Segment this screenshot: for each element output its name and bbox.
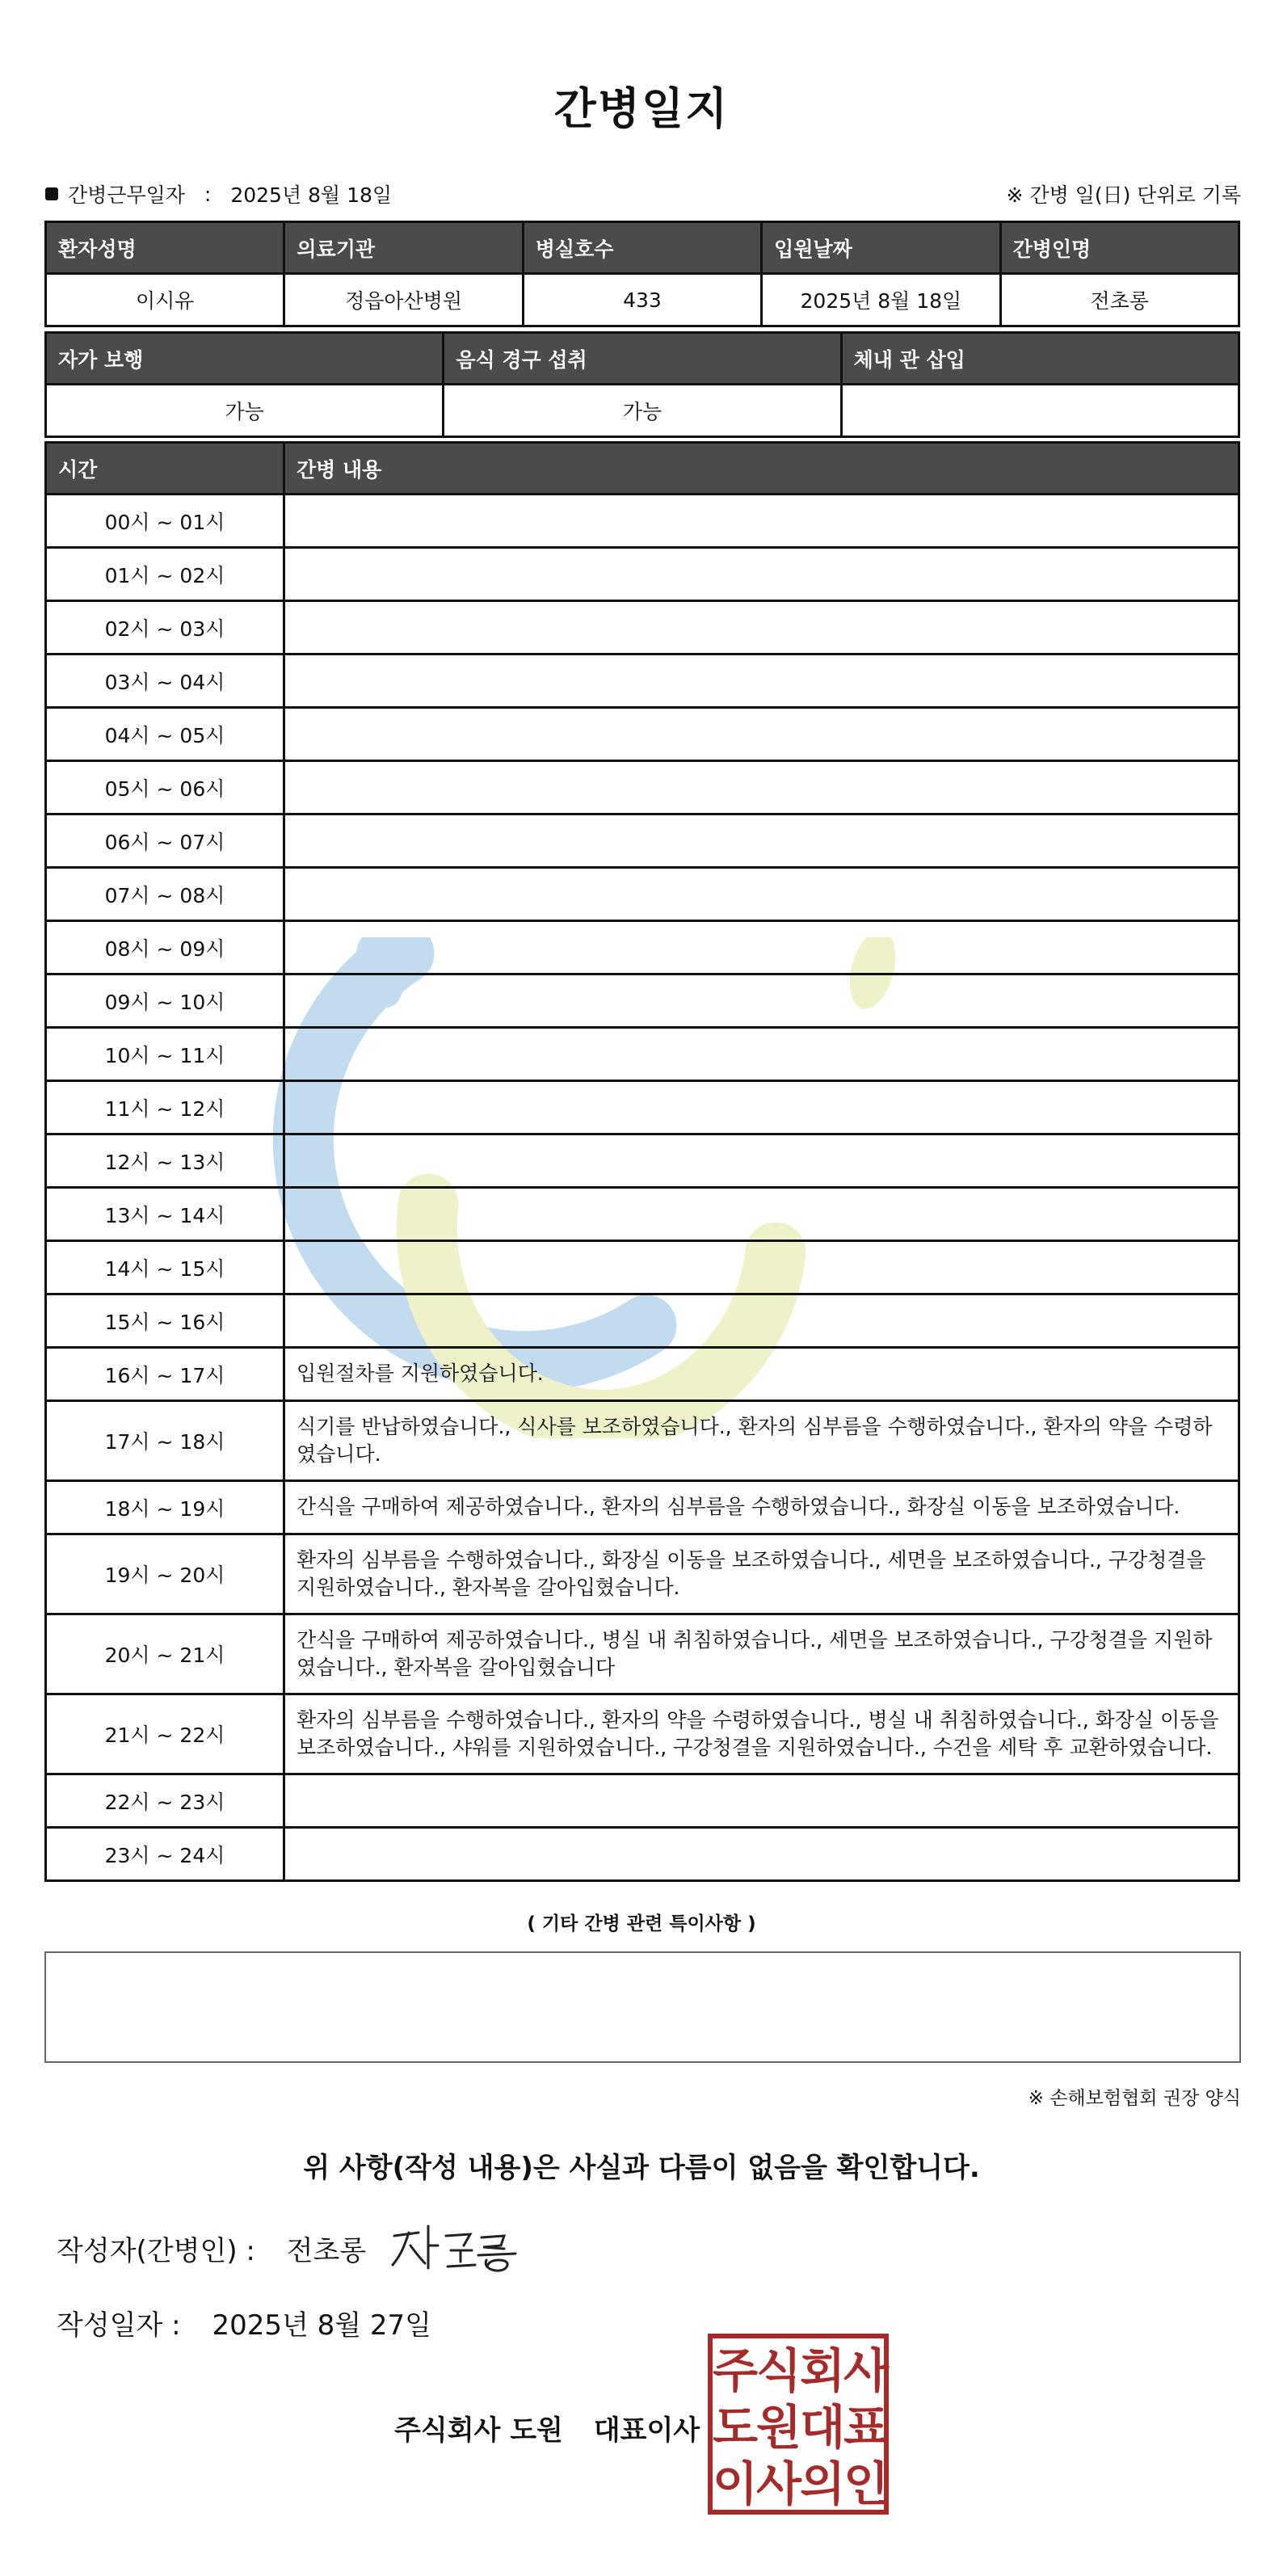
content-cell <box>284 1081 1239 1134</box>
time-cell: 00시 ~ 01시 <box>46 495 284 548</box>
writer-line <box>57 2229 366 2268</box>
company-title: 대표이사 <box>593 2414 700 2447</box>
hospital-value: 정읍아산병원 <box>284 274 523 326</box>
table-row <box>46 1081 1239 1134</box>
header-caregiver-name: 간병인명 <box>1000 222 1239 274</box>
handwritten-signature <box>386 2218 532 2279</box>
company-line <box>394 2408 700 2448</box>
time-cell: 18시 ~ 19시 <box>46 1481 284 1534</box>
time-cell: 17시 ~ 18시 <box>46 1401 284 1481</box>
content-cell <box>284 1241 1239 1294</box>
company-name: 주식회사 도원 <box>394 2414 563 2447</box>
unit-note: ※ 간병 일(日) 단위로 기록 <box>1006 183 1241 207</box>
content-cell: 식기를 반납하였습니다., 식사를 보조하였습니다., 환자의 심부름을 수행하였습니다., 환자의 약을 수령하였습니다. <box>284 1401 1239 1481</box>
tube-insertion-value <box>841 385 1239 437</box>
table-row <box>46 1294 1239 1348</box>
table-row <box>46 708 1239 761</box>
content-cell <box>284 1188 1239 1241</box>
time-cell: 20시 ~ 21시 <box>46 1614 284 1694</box>
content-cell <box>284 708 1239 761</box>
seal-char: 대 <box>800 2400 844 2455</box>
time-cell: 04시 ~ 05시 <box>46 708 284 761</box>
confirmation-statement: 위 사항(작성 내용)은 사실과 다름이 없음을 확인합니다. <box>303 2152 980 2184</box>
seal-char: 이 <box>713 2456 757 2511</box>
table-row <box>46 1614 1239 1694</box>
seal-char: 원 <box>756 2400 801 2455</box>
time-cell: 19시 ~ 20시 <box>46 1534 284 1614</box>
content-cell <box>284 1828 1239 1881</box>
association-note: ※ 손해보험협회 권장 양식 <box>1028 2088 1241 2109</box>
content-cell: 간식을 구매하여 제공하였습니다., 병실 내 취침하였습니다., 세면을 보조하였습니다., 구강청결을 지원하였습니다., 환자복을 갈아입혔습니다 <box>284 1614 1239 1694</box>
table-row <box>46 1774 1239 1828</box>
time-cell: 10시 ~ 11시 <box>46 1028 284 1081</box>
patient-info-header-row <box>46 222 1239 274</box>
table-row <box>46 1694 1239 1774</box>
writer-name: 전초롱 <box>286 2235 367 2267</box>
schedule-header-row <box>46 443 1239 495</box>
seal-char: 의 <box>800 2456 844 2511</box>
time-cell: 16시 ~ 17시 <box>46 1348 284 1401</box>
header-time: 시간 <box>46 443 284 495</box>
time-cell: 12시 ~ 13시 <box>46 1134 284 1188</box>
content-cell <box>284 974 1239 1028</box>
written-date-line <box>57 2303 431 2342</box>
status-header-row <box>46 333 1239 385</box>
content-cell <box>284 814 1239 868</box>
seal-char: 사 <box>843 2343 888 2398</box>
header-room-number: 병실호수 <box>523 222 761 274</box>
content-cell <box>284 655 1239 708</box>
time-cell: 13시 ~ 14시 <box>46 1188 284 1241</box>
content-cell <box>284 868 1239 921</box>
header-admission-date: 입원날짜 <box>762 222 1000 274</box>
table-row <box>46 921 1239 974</box>
table-row <box>46 1134 1239 1188</box>
content-cell <box>284 495 1239 548</box>
header-hospital: 의료기관 <box>284 222 523 274</box>
room-number-value: 433 <box>523 274 761 326</box>
care-schedule-table <box>44 441 1240 1882</box>
status-value-row <box>46 385 1239 437</box>
time-cell: 05시 ~ 06시 <box>46 761 284 814</box>
table-row <box>46 548 1239 601</box>
table-row <box>46 1348 1239 1401</box>
time-cell: 21시 ~ 22시 <box>46 1694 284 1774</box>
header-tube-insertion: 체내 관 삽입 <box>841 333 1239 385</box>
time-cell: 01시 ~ 02시 <box>46 548 284 601</box>
time-cell: 06시 ~ 07시 <box>46 814 284 868</box>
table-row <box>46 974 1239 1028</box>
self-walking-value: 가능 <box>46 385 444 437</box>
content-cell <box>284 1774 1239 1828</box>
content-cell: 환자의 심부름을 수행하였습니다., 화장실 이동을 보조하였습니다., 세면을 보조하였습니다., 구강청결을 지원하였습니다., 환자복을 갈아입혔습니다. <box>284 1534 1239 1614</box>
patient-info-value-row <box>46 274 1239 326</box>
company-seal-stamp <box>708 2334 889 2515</box>
seal-char: 사 <box>756 2456 801 2511</box>
time-cell: 02시 ~ 03시 <box>46 601 284 655</box>
seal-char: 주 <box>713 2343 757 2398</box>
table-row <box>46 495 1239 548</box>
content-cell <box>284 548 1239 601</box>
header-care-content: 간병 내용 <box>284 443 1239 495</box>
seal-row <box>713 2338 888 2398</box>
header-patient-name: 환자성명 <box>46 222 284 274</box>
patient-status-table <box>44 331 1240 438</box>
seal-char: 식 <box>756 2343 801 2398</box>
table-row <box>46 601 1239 655</box>
time-cell: 22시 ~ 23시 <box>46 1774 284 1828</box>
table-row <box>46 1828 1239 1881</box>
content-cell <box>284 761 1239 814</box>
table-row <box>46 1241 1239 1294</box>
content-cell <box>284 1294 1239 1348</box>
content-cell <box>284 601 1239 655</box>
table-row <box>46 814 1239 868</box>
table-row <box>46 1188 1239 1241</box>
content-cell: 간식을 구매하여 제공하였습니다., 환자의 심부름을 수행하였습니다., 화장실 이동을 보조하였습니다. <box>284 1481 1239 1534</box>
seal-row <box>713 2395 888 2455</box>
table-row <box>46 868 1239 921</box>
time-cell: 09시 ~ 10시 <box>46 974 284 1028</box>
work-date-label: 간병근무일자 <box>68 183 185 207</box>
table-row <box>46 655 1239 708</box>
seal-char: 도 <box>713 2400 757 2455</box>
remarks-box <box>44 1951 1241 2063</box>
writer-label: 작성자(간병인) : <box>57 2235 255 2267</box>
patient-name-value: 이시유 <box>46 274 284 326</box>
table-row <box>46 1401 1239 1481</box>
table-row <box>46 1481 1239 1534</box>
admission-date-value: 2025년 8월 18일 <box>762 274 1000 326</box>
content-cell: 환자의 심부름을 수행하였습니다., 환자의 약을 수령하였습니다., 병실 내 취침하였습니다., 화장실 이동을 보조하였습니다., 샤워를 지원하였습니다., 구강청결을 지원하였습니다., 수건을 세탁 후 교환하였습니다. <box>284 1694 1239 1774</box>
work-date-separator: : <box>204 182 212 206</box>
table-row <box>46 1028 1239 1081</box>
written-date-label: 작성일자 : <box>57 2309 181 2342</box>
remarks-title: ( 기타 간병 관련 특이사항 ) <box>527 1913 756 1934</box>
document-title: 간병일지 <box>553 83 730 134</box>
time-cell: 07시 ~ 08시 <box>46 868 284 921</box>
bullet-square-icon <box>45 187 58 200</box>
time-cell: 11시 ~ 12시 <box>46 1081 284 1134</box>
time-cell: 23시 ~ 24시 <box>46 1828 284 1881</box>
time-cell: 08시 ~ 09시 <box>46 921 284 974</box>
content-cell <box>284 921 1239 974</box>
content-cell <box>284 1028 1239 1081</box>
oral-intake-value: 가능 <box>444 385 841 437</box>
work-date-line <box>45 179 392 208</box>
caregiver-name-value: 전초롱 <box>1000 274 1239 326</box>
seal-char: 표 <box>843 2400 888 2455</box>
header-self-walking: 자가 보행 <box>46 333 444 385</box>
written-date-value: 2025년 8월 27일 <box>212 2309 432 2342</box>
table-row <box>46 1534 1239 1614</box>
table-row <box>46 761 1239 814</box>
content-cell <box>284 1134 1239 1188</box>
seal-char: 회 <box>800 2343 844 2398</box>
content-cell: 입원절차를 지원하였습니다. <box>284 1348 1239 1401</box>
work-date-value: 2025년 8월 18일 <box>230 183 393 207</box>
time-cell: 14시 ~ 15시 <box>46 1241 284 1294</box>
header-oral-intake: 음식 경구 섭취 <box>444 333 841 385</box>
patient-info-table <box>44 221 1240 327</box>
seal-row <box>713 2452 888 2511</box>
seal-char: 인 <box>843 2456 888 2511</box>
time-cell: 15시 ~ 16시 <box>46 1294 284 1348</box>
time-cell: 03시 ~ 04시 <box>46 655 284 708</box>
